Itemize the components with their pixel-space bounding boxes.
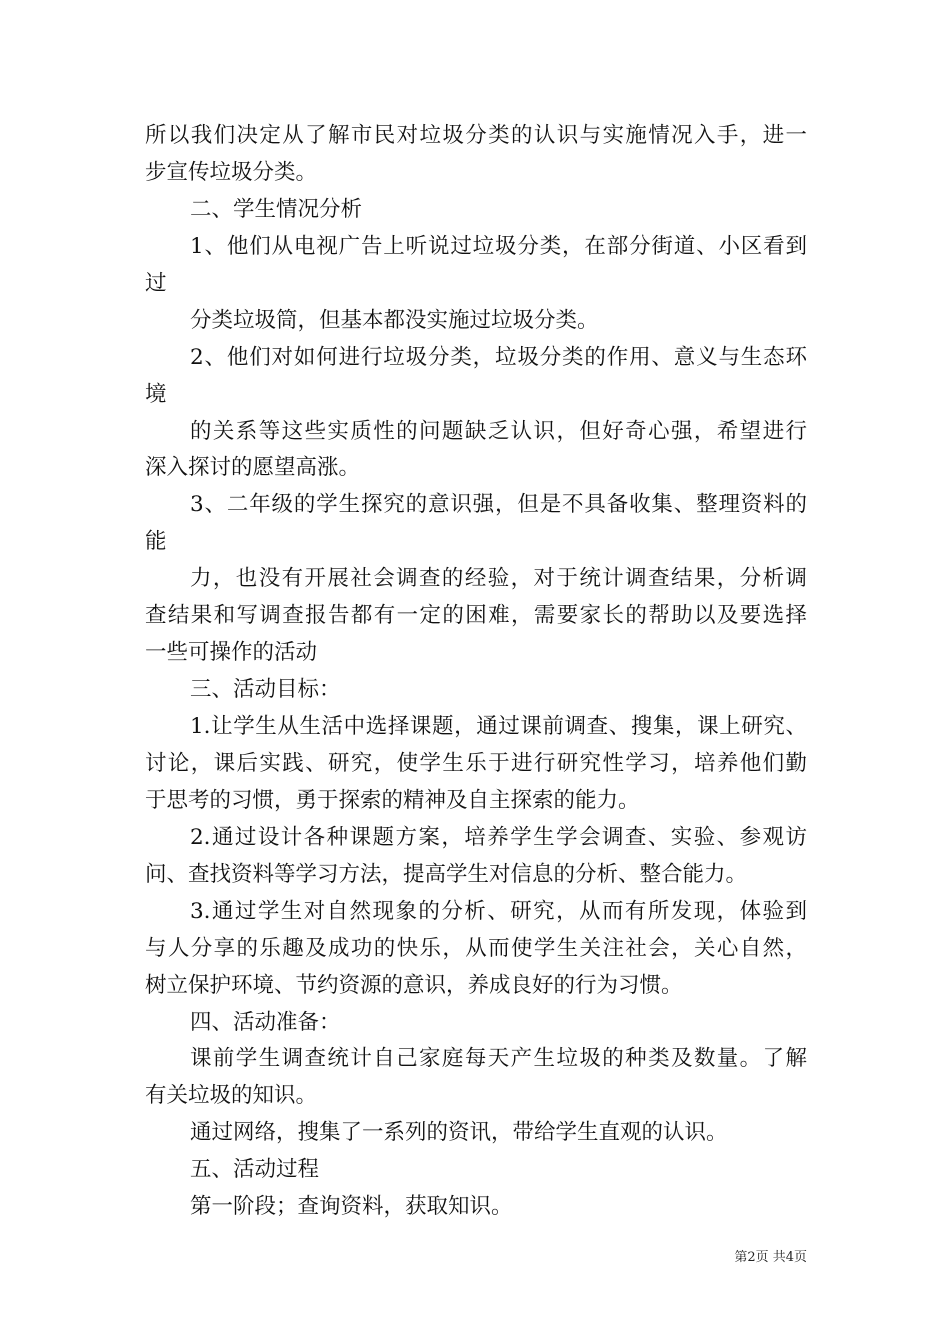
text-line: 通过网络，搜集了一系列的资讯，带给学生直观的认识。 (190, 1120, 728, 1146)
text-line: 讨论，课后实践、研究，使学生乐于进行研究性学习，培养他们勤 (145, 750, 807, 776)
text-line: 第一阶段；查询资料，获取知识。 (190, 1194, 513, 1220)
text-line: 能 (145, 529, 167, 555)
text-line: 1、他们从电视广告上听说过垃圾分类，在部分街道、小区看到 (190, 233, 807, 259)
text-line: 五、活动过程 (190, 1157, 320, 1183)
text-line: 的关系等这些实质性的问题缺乏认识，但好奇心强，希望进行 (190, 418, 807, 444)
text-line: 分类垃圾筒，但基本都没实施过垃圾分类。 (190, 307, 599, 333)
text-line: 有关垃圾的知识。 (145, 1083, 318, 1109)
text-line: 步宣传垃圾分类。 (145, 159, 318, 185)
page-number: 第2页 共4页 (734, 1250, 807, 1265)
text-line: 问、查找资料等学习方法，提高学生对信息的分析、整合能力。 (145, 861, 748, 887)
text-line: 三、活动目标： (190, 677, 341, 703)
text-line: 树立保护环境、节约资源的意识，养成良好的行为习惯。 (145, 972, 683, 998)
text-line: 2、他们对如何进行垃圾分类，垃圾分类的作用、意义与生态环 (190, 344, 807, 370)
text-line: 查结果和写调查报告都有一定的困难，需要家长的帮助以及要选择 (145, 603, 807, 629)
text-line: 过 (145, 270, 167, 296)
text-line: 与人分享的乐趣及成功的快乐，从而使学生关注社会，关心自然， (145, 935, 807, 961)
text-line: 1.让学生从生活中选择课题，通过课前调查、搜集，课上研究、 (190, 714, 807, 739)
text-line: 深入探讨的愿望高涨。 (145, 455, 361, 481)
text-line: 3.通过学生对自然现象的分析、研究，从而有所发现，体验到 (190, 898, 807, 924)
text-line: 所以我们决定从了解市民对垃圾分类的认识与实施情况入手，进一 (145, 123, 807, 148)
text-line: 2.通过设计各种课题方案，培养学生学会调查、实验、参观访 (190, 824, 807, 850)
text-line: 四、活动准备： (190, 1009, 341, 1035)
text-line: 力，也没有开展社会调查的经验，对于统计调查结果，分析调 (190, 566, 807, 592)
document-body (145, 118, 807, 1226)
text-line: 境 (145, 381, 167, 407)
text-line: 3、二年级的学生探究的意识强，但是不具备收集、整理资料的 (190, 492, 807, 518)
text-line: 二、学生情况分析 (190, 196, 363, 222)
text-line: 课前学生调查统计自己家庭每天产生垃圾的种类及数量。了解 (190, 1046, 807, 1072)
text-line: 一些可操作的活动 (145, 640, 318, 666)
text-line: 于思考的习惯，勇于探索的精神及自主探索的能力。 (145, 787, 640, 813)
